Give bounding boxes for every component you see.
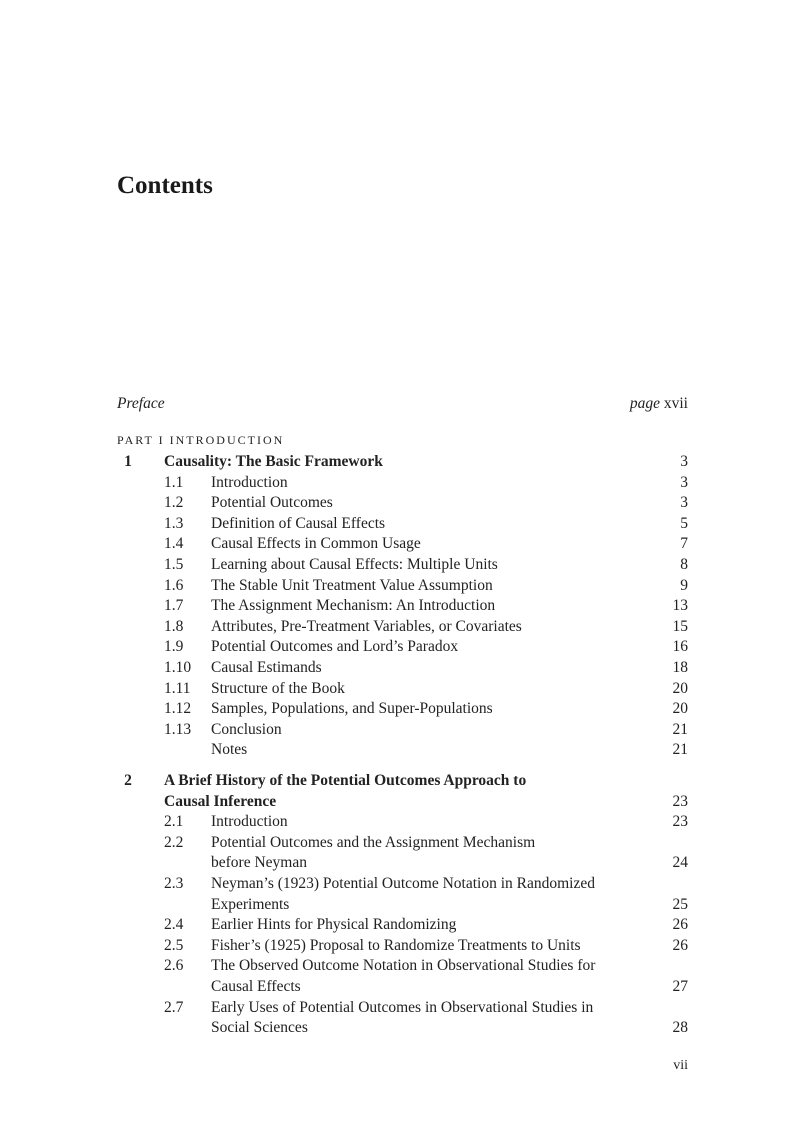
section-page: 8 <box>680 556 688 573</box>
section-number: 1.5 <box>164 556 184 573</box>
section-title: Earlier Hints for Physical Randomizing <box>211 916 457 934</box>
section-title: Introduction <box>211 473 288 491</box>
toc-entry <box>117 576 688 596</box>
section-title: Neyman’s (1923) Potential Outcome Notation in Randomized <box>211 875 595 892</box>
section-number: 2.6 <box>164 957 184 975</box>
toc-entry <box>117 658 688 678</box>
toc-entry <box>117 936 688 956</box>
toc-entry <box>117 915 688 935</box>
toc-entry <box>117 977 688 997</box>
section-title: The Assignment Mechanism: An Introduction <box>211 597 496 615</box>
toc-entry <box>117 812 688 832</box>
toc-entry <box>117 720 688 740</box>
preface-label: Preface <box>117 395 165 412</box>
section-page: 26 <box>672 936 688 954</box>
chapter-number: 1 <box>124 453 132 470</box>
section-number: 2.5 <box>164 936 184 954</box>
section-number: 1.6 <box>164 576 184 594</box>
part-heading-label: PART I INTRODUCTION <box>117 433 285 447</box>
section-page: 9 <box>680 576 688 594</box>
section-page: 20 <box>672 679 688 697</box>
page-folio: vii <box>673 1058 688 1073</box>
toc-entry <box>117 473 688 493</box>
toc-entry <box>117 617 688 637</box>
section-number: 1.10 <box>164 659 192 676</box>
section-title: Attributes, Pre-Treatment Variables, or Covariates <box>211 617 522 635</box>
section-title: The Observed Outcome Notation in Observational Studies for <box>211 957 596 975</box>
section-number: 1.4 <box>164 535 184 553</box>
section-page: 27 <box>672 978 688 995</box>
section-title: Potential Outcomes and the Assignment Mechanism <box>211 833 536 851</box>
section-title: Learning about Causal Effects: Multiple Units <box>211 556 498 573</box>
section-page: 16 <box>672 638 688 656</box>
chapter-page: 23 <box>672 792 688 810</box>
section-page: 23 <box>672 813 688 831</box>
section-title: before Neyman <box>211 854 307 872</box>
preface-page-number: xvii <box>663 395 688 412</box>
section-page: 15 <box>672 617 688 635</box>
page-word: page <box>629 395 660 412</box>
toc-entry <box>117 853 688 873</box>
page-title: Contents <box>117 172 213 199</box>
section-number: 1.8 <box>164 617 184 635</box>
chapter-heading <box>117 792 688 812</box>
preface-page <box>630 394 688 414</box>
section-title: Notes <box>211 741 248 759</box>
section-title: Potential Outcomes and Lord’s Paradox <box>211 638 459 656</box>
section-page: 26 <box>672 916 688 934</box>
chapter-title: Causality: The Basic Framework <box>164 453 383 470</box>
section-number: 2.1 <box>164 813 184 831</box>
section-page: 24 <box>672 854 688 872</box>
section-page: 13 <box>672 597 688 615</box>
section-page: 18 <box>672 659 688 676</box>
section-title: Potential Outcomes <box>211 494 333 512</box>
section-page: 25 <box>672 895 688 913</box>
section-page: 5 <box>680 514 688 532</box>
section-title: Structure of the Book <box>211 679 345 697</box>
section-number: 1.9 <box>164 638 184 656</box>
section-title: Definition of Causal Effects <box>211 514 386 532</box>
chapter-page: 3 <box>680 453 688 470</box>
section-number: 2.2 <box>164 833 184 851</box>
section-number: 2.3 <box>164 875 184 892</box>
toc-entry <box>117 956 688 976</box>
section-page: 21 <box>672 720 688 738</box>
toc-entry <box>117 679 688 699</box>
toc-entry <box>117 833 688 853</box>
toc-entry <box>117 534 688 554</box>
toc-entry <box>117 895 688 915</box>
section-page: 7 <box>680 535 688 553</box>
section-number: 1.13 <box>164 720 192 738</box>
section-page: 3 <box>680 494 688 512</box>
chapter-title: Causal Inference <box>164 792 277 810</box>
toc-entry <box>117 555 688 575</box>
toc-entry <box>117 998 688 1018</box>
section-title: Introduction <box>211 813 288 831</box>
section-title: Fisher’s (1925) Proposal to Randomize Treatments to Units <box>211 936 581 954</box>
section-title: Samples, Populations, and Super-Populations <box>211 700 493 718</box>
part-heading <box>117 430 688 450</box>
section-title: Early Uses of Potential Outcomes in Observational Studies in <box>211 998 594 1016</box>
toc-entry <box>117 740 688 760</box>
section-page: 21 <box>672 741 688 759</box>
toc-entry <box>117 493 688 513</box>
section-number: 1.11 <box>164 679 191 697</box>
chapter-title: A Brief History of the Potential Outcomes Approach to <box>164 772 527 789</box>
section-page: 28 <box>672 1019 688 1037</box>
section-title: Social Sciences <box>211 1019 308 1037</box>
section-title: Causal Effects in Common Usage <box>211 535 421 553</box>
section-title: Causal Estimands <box>211 659 322 676</box>
toc-entry <box>117 596 688 616</box>
section-number: 2.7 <box>164 998 184 1016</box>
section-title: The Stable Unit Treatment Value Assumption <box>211 576 493 594</box>
section-page: 3 <box>680 473 688 491</box>
toc-entry <box>117 514 688 534</box>
section-number: 1.1 <box>164 473 184 491</box>
section-page: 20 <box>672 700 688 718</box>
toc-entry <box>117 874 688 894</box>
section-number: 1.7 <box>164 597 184 615</box>
section-title: Causal Effects <box>211 978 301 995</box>
toc-entry <box>117 1018 688 1038</box>
section-title: Conclusion <box>211 720 282 738</box>
section-number: 1.12 <box>164 700 192 718</box>
section-number: 2.4 <box>164 916 184 934</box>
chapter-heading <box>117 771 688 791</box>
toc-entry <box>117 637 688 657</box>
preface-entry <box>117 394 688 414</box>
toc-entry <box>117 699 688 719</box>
section-number: 1.3 <box>164 514 184 532</box>
section-number: 1.2 <box>164 494 184 512</box>
section-title: Experiments <box>211 895 290 913</box>
chapter-number: 2 <box>124 772 132 789</box>
chapter-heading <box>117 452 688 472</box>
